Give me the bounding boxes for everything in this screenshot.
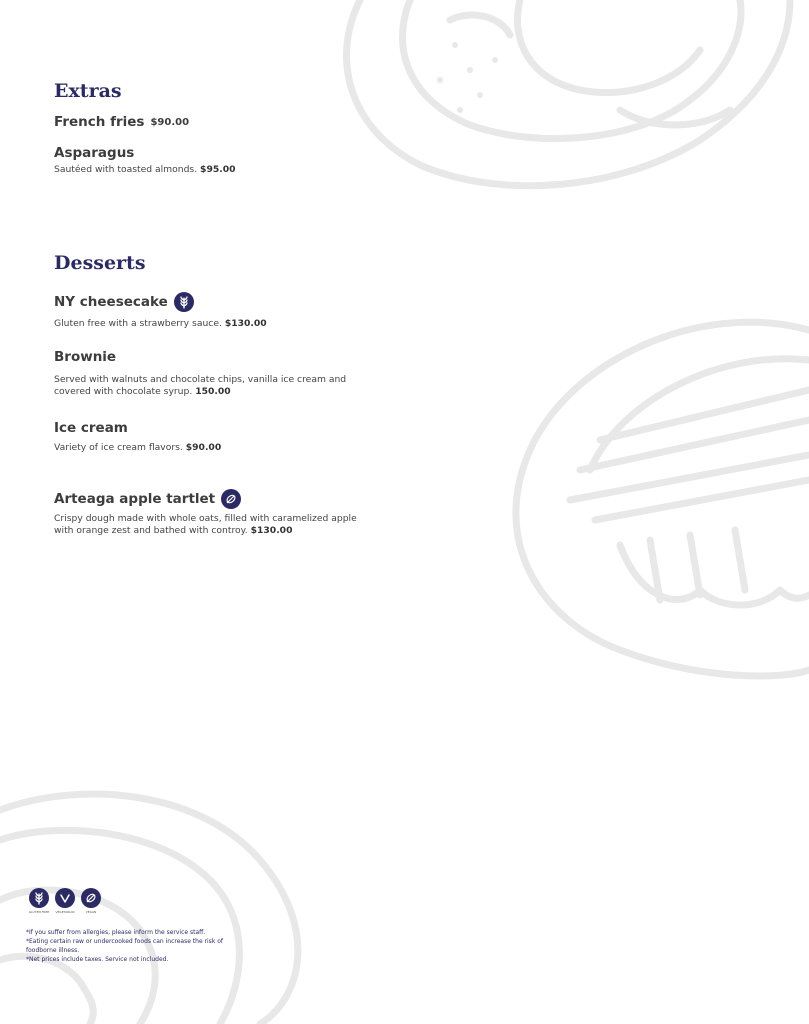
item-description: Sautéed with toasted almonds. $95.00 [54, 164, 236, 175]
menu-item-french-fries [54, 114, 189, 130]
legend-item-vegetarian [54, 888, 76, 914]
footnote: *Eating certain raw or undercooked foods can increase the risk of foodborne illness. [26, 938, 223, 954]
item-price: $130.00 [250, 525, 293, 536]
footnote: *Net prices include taxes. Service not included. [26, 956, 169, 963]
item-description: Served with walnuts and chocolate chips, vanilla ice cream and covered with chocolate syrup. 150.00 [54, 374, 347, 397]
vegan-icon [81, 888, 101, 908]
item-name: Brownie [54, 349, 117, 365]
menu-item-arteaga-apple-tartlet [54, 489, 364, 537]
menu-item-ice-cream [54, 420, 364, 454]
item-price: 150.00 [195, 386, 231, 397]
vegan-icon [221, 489, 241, 509]
item-name: French fries [54, 114, 145, 130]
item-description: Gluten free with a strawberry sauce. $130.00 [54, 318, 267, 329]
legend-label: GLUTEN FREE [28, 910, 50, 914]
item-name: Arteaga apple tartlet [54, 491, 216, 507]
footnote: *If you suffer from allergies, please inform the service staff. [26, 929, 206, 936]
section-title-desserts: Desserts [54, 252, 146, 274]
item-price: $90.00 [150, 116, 190, 128]
menu-item-ny-cheesecake [54, 292, 364, 330]
item-price: $130.00 [224, 318, 267, 329]
item-price: $90.00 [185, 442, 222, 453]
gluten-free-icon [29, 888, 49, 908]
menu-item-asparagus [54, 145, 364, 176]
item-name: NY cheesecake [54, 294, 168, 310]
gluten-free-icon [174, 292, 194, 312]
legend-label: VEGAN [85, 910, 97, 914]
item-price: $95.00 [200, 164, 236, 175]
item-description: Variety of ice cream flavors. $90.00 [54, 442, 222, 453]
item-name: Ice cream [54, 420, 128, 436]
item-description: Crispy dough made with whole oats, filled with caramelized apple with orange zest and bathed with controy. $130.00 [54, 513, 357, 536]
legend-item-gluten-free [28, 888, 50, 914]
dietary-legend [28, 888, 102, 914]
legend-item-vegan [80, 888, 102, 914]
footnotes [26, 928, 246, 964]
item-name: Asparagus [54, 145, 135, 161]
section-title-extras: Extras [54, 80, 122, 102]
legend-label: VEGETARIAN [55, 910, 75, 914]
vegetarian-icon [55, 888, 75, 908]
menu-item-brownie [54, 349, 354, 398]
